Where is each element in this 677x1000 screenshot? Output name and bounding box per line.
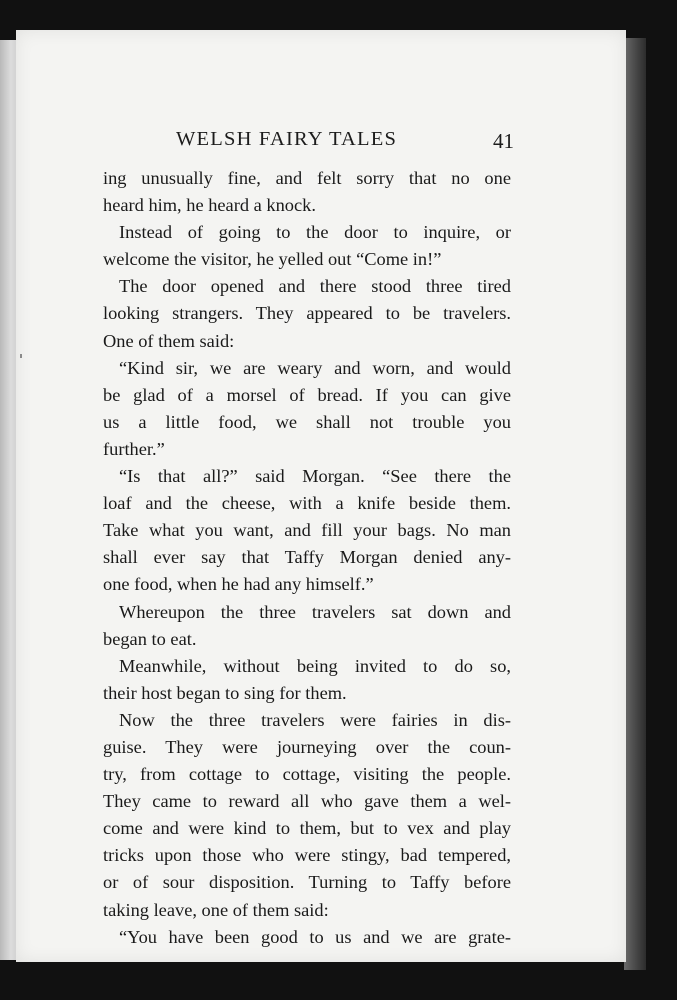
text-line: shall ever say that Taffy Morgan denied any- [103,547,511,568]
text-line: try, from cottage to cottage, visiting the people. [103,764,511,785]
scan-speck [20,354,22,358]
text-line: or of sour disposition. Turning to Taffy before [103,872,511,893]
text-line: ing unusually fine, and felt sorry that no one [103,168,511,188]
running-title: WELSH FAIRY TALES [176,128,398,150]
text-line: be glad of a morsel of bread. If you can give [103,384,511,405]
text-line: One of them said: [103,330,235,351]
text-line: Take what you want, and fill your bags. No man [103,520,511,541]
text-line: loaf and the cheese, with a knife beside them. [103,493,511,514]
body-text [103,165,511,951]
text-line: began to eat. [103,628,197,649]
text-line: one food, when he had any himself.” [103,574,374,595]
text-line: welcome the visitor, he yelled out “Come in!” [103,249,442,270]
text-line: Instead of going to the door to inquire, or [119,222,511,243]
text-line: come and were kind to them, but to vex and play [103,818,511,839]
book-cover-edge [624,38,646,970]
text-line: further.” [103,438,165,459]
text-line: guise. They were journeying over the coun- [103,736,511,757]
text-line: Now the three travelers were fairies in dis- [119,709,511,730]
text-line: They came to reward all who gave them a wel- [103,791,511,812]
text-line: us a little food, we shall not trouble you [103,411,511,432]
book-page [16,30,626,962]
text-line: The door opened and there stood three tired [119,276,511,297]
page-header [16,128,626,158]
text-line: “Is that all?” said Morgan. “See there the [119,466,511,487]
text-line: Meanwhile, without being invited to do so, [119,655,511,676]
page-number: 41 [493,129,514,153]
text-line: “You have been good to us and we are grate- [119,926,511,947]
text-line: heard him, he heard a knock. [103,195,316,216]
text-line: Whereupon the three travelers sat down and [119,601,511,622]
text-line: their host began to sing for them. [103,682,347,703]
text-line: tricks upon those who were stingy, bad tempered, [103,845,511,866]
text-line: looking strangers. They appeared to be travelers. [103,303,511,324]
text-line: “Kind sir, we are weary and worn, and would [119,357,511,378]
text-line: taking leave, one of them said: [103,899,329,920]
